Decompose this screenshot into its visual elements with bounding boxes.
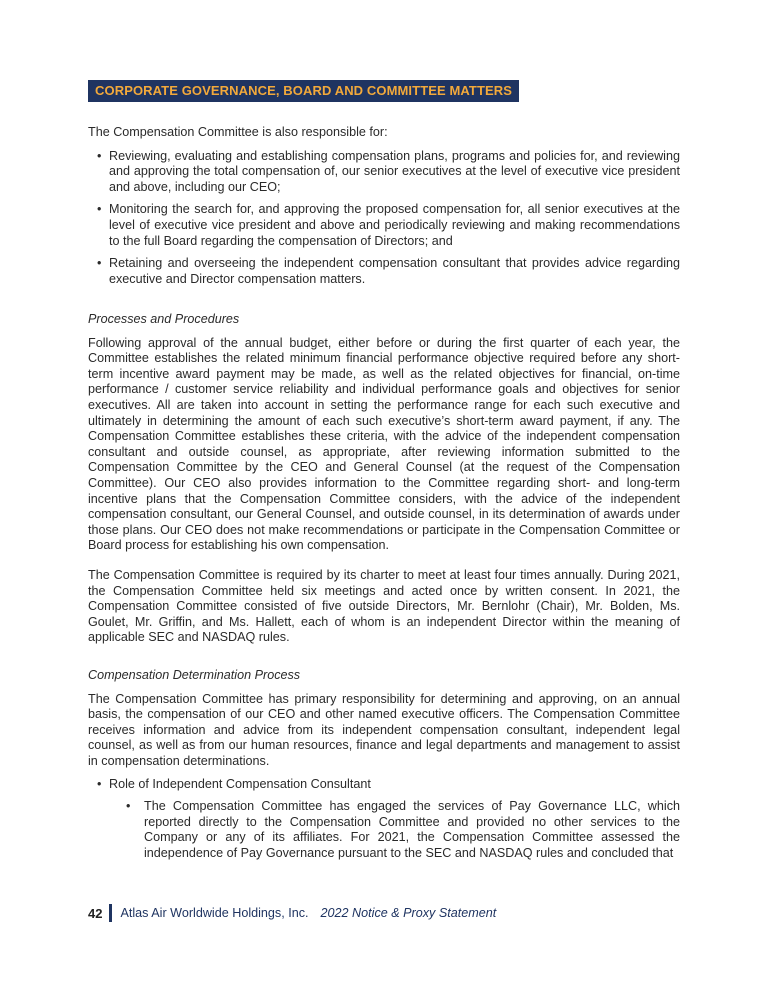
bullet-icon: • bbox=[97, 202, 102, 217]
publication-title: 2022 Notice & Proxy Statement bbox=[320, 906, 497, 920]
determination-paragraph: The Compensation Committee has primary responsibility for determining and approving, on an annual basis, the compensation of our CEO and other named executive officers. The Compensation Committee receives information and advice from its independent compensation consultant, independent legal counsel, as well as from our human resources, finance and legal departments and management to assist in compensation determinations. bbox=[88, 691, 680, 768]
page-footer bbox=[88, 904, 496, 922]
bullet-icon: • bbox=[97, 148, 102, 163]
bullet-icon: • bbox=[126, 799, 131, 814]
list-item: • Role of Independent Compensation Consultant bbox=[97, 776, 371, 791]
footer-divider bbox=[109, 904, 112, 922]
section-header bbox=[88, 80, 519, 102]
determination-section bbox=[88, 668, 680, 869]
list-item: • Reviewing, evaluating and establishing compensation plans, programs and policies for, and reviewing and approving the total compensation of, our senior executives at the level of executive vice president and above, including our CEO; bbox=[97, 148, 680, 194]
section-title: CORPORATE GOVERNANCE, BOARD AND COMMITTEE MATTERS bbox=[95, 83, 513, 98]
list-item: • The Compensation Committee has engaged the services of Pay Governance LLC, which reported directly to the Compensation Committee and provided no other services to the Company or any of its affiliates. For 2021, the Compensation Committee assessed the independence of Pay Governance pursuant to the SEC and NASDAQ rules and concluded that bbox=[126, 799, 680, 860]
company-name: Atlas Air Worldwide Holdings, Inc. bbox=[120, 906, 309, 920]
bullet-icon: • bbox=[97, 776, 102, 791]
list-item: • Retaining and overseeing the independent compensation consultant that provides advice regarding executive and Director compensation matters. bbox=[97, 256, 680, 286]
page-number: 42 bbox=[88, 905, 103, 921]
list-item: • Monitoring the search for, and approving the proposed compensation for, all senior executives at the level of executive vice president and above and periodically reviewing and making recommendations to the full Board regarding the compensation of Directors; and bbox=[97, 202, 680, 248]
consultant-list bbox=[88, 777, 680, 793]
meetings-paragraph: The Compensation Committee is required by its charter to meet at least four times annually. During 2021, the Compensation Committee held six meetings and acted once by written consent. In 2021, the Compensation Committee consisted of five outside Directors, Mr. Bernlohr (Chair), Mr. Bolden, Ms. Goulet, Mr. Griffin, and Ms. Hallett, each of whom is an independent Director within the meaning of applicable SEC and NASDAQ rules. bbox=[88, 568, 680, 645]
determination-heading: Compensation Determination Process bbox=[88, 668, 301, 682]
processes-heading: Processes and Procedures bbox=[88, 312, 240, 326]
bullet-icon: • bbox=[97, 256, 102, 271]
meetings-section bbox=[88, 568, 680, 646]
intro-text: The Compensation Committee is also responsible for: bbox=[88, 125, 388, 139]
consultant-sub-list bbox=[88, 799, 680, 861]
processes-paragraph: Following approval of the annual budget, either before or during the first quarter of each year, the Committee establishes the related minimum financial performance objective required before any short-term incentive award payment may be made, as well as the related objectives for financial, on-time performance / customer service reliability and individual performance goals and objectives for senior executives. All are taken into account in setting the performance range for each such executive and ultimately in determining the amount of each such executive’s short-term award payment, if any. The Compensation Committee establishes these criteria, with the advice of the independent compensation consultant and outside counsel, as appropriate, after reviewing information submitted to the Compensation Committee by the CEO and General Counsel (at the request of the Compensation Committee). Our CEO also provides information to the Committee regarding short- and long-term incentive plans that the Compensation Committee considers, with the advice of the independent compensation consultant, our General Counsel, and outside counsel, in its determination of awards under those plans. Our CEO does not make recommendations or participate in the Compensation Committee or Board process for establishing his own compensation. bbox=[88, 335, 680, 553]
responsibilities-list bbox=[88, 149, 680, 288]
responsibilities-section bbox=[88, 125, 680, 294]
processes-section bbox=[88, 312, 680, 554]
